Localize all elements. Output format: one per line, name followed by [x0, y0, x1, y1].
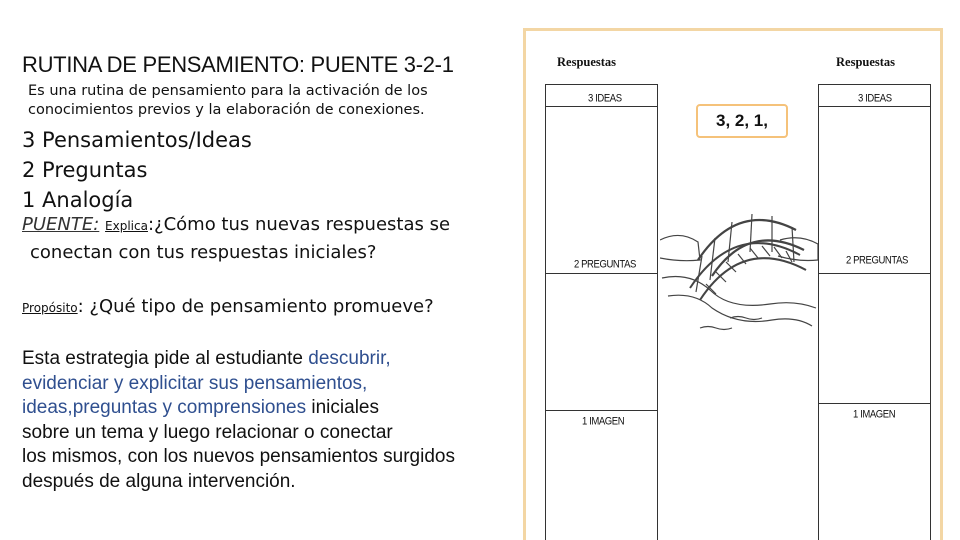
- purpose-question: : ¿Qué tipo de pensamiento promueve?: [77, 296, 434, 317]
- list-item: 3 Pensamientos/Ideas: [22, 128, 252, 152]
- strategy-highlight: ideas,preguntas y comprensiones: [22, 397, 312, 418]
- list-item: 2 Preguntas: [22, 158, 148, 182]
- bridge-label: PUENTE:: [22, 214, 100, 235]
- intro-line-2: conocimientos previos y la elaboración de conexiones.: [28, 102, 425, 118]
- bridge-question-line-2: conectan con tus respuestas iniciales?: [30, 242, 377, 263]
- left-section-label: 1 IMAGEN: [582, 415, 625, 428]
- badge-321: 3, 2, 1,: [696, 104, 788, 138]
- strategy-line-6: después de alguna intervención.: [22, 470, 296, 492]
- left-answer-column: [545, 84, 658, 540]
- purpose-label: Propósito: [22, 301, 78, 315]
- explica-label: Explica: [105, 219, 148, 233]
- divider: [818, 106, 931, 107]
- routine-steps-list: [22, 125, 252, 215]
- strategy-line-5: los mismos, con los nuevos pensamientos surgidos: [22, 446, 455, 467]
- right-section-label: 1 IMAGEN: [853, 408, 896, 421]
- bridge-question-line-1: [22, 214, 450, 235]
- left-column-header: Respuestas: [557, 55, 617, 69]
- left-section-label: 3 IDEAS: [588, 92, 622, 105]
- strategy-text: Esta estrategia pide al estudiante: [22, 348, 309, 369]
- intro-line-1: Es una rutina de pensamiento para la activación de los: [28, 83, 428, 99]
- purpose-line: [22, 296, 434, 317]
- list-item: 1 Analogía: [22, 188, 134, 212]
- divider: [818, 403, 931, 404]
- divider: [545, 410, 658, 411]
- bridge-question-text-1: :¿Cómo tus nuevas respuestas se: [147, 214, 451, 235]
- strategy-highlight: descubrir,: [308, 348, 391, 369]
- strategy-text: iniciales: [311, 397, 379, 418]
- bridge-illustration: [660, 200, 818, 340]
- strategy-line-1: [22, 347, 455, 372]
- left-section-label: 2 PREGUNTAS: [574, 258, 636, 271]
- strategy-paragraph: [22, 347, 455, 494]
- strategy-line-2: evidenciar y explicitar sus pensamientos,: [22, 372, 368, 394]
- page-title: RUTINA DE PENSAMIENTO: PUENTE 3-2-1: [22, 52, 454, 77]
- strategy-line-3: [22, 396, 455, 421]
- right-answer-column: [818, 84, 931, 540]
- divider: [545, 273, 658, 274]
- strategy-line-4: sobre un tema y luego relacionar o conectar: [22, 421, 393, 443]
- right-column-header: Respuestas: [836, 55, 896, 69]
- divider: [818, 273, 931, 274]
- right-section-label: 2 PREGUNTAS: [846, 254, 908, 267]
- right-section-label: 3 IDEAS: [858, 92, 892, 105]
- divider: [545, 106, 658, 107]
- intro-text: [28, 82, 498, 120]
